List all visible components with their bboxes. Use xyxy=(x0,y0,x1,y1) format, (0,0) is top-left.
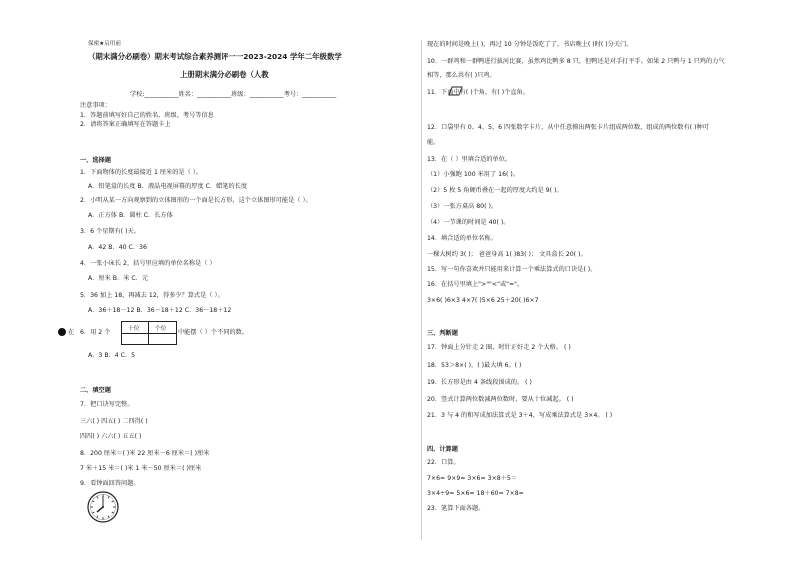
section-title: 四、计算题 xyxy=(427,446,458,453)
question-text: 2．小明从某一方向观察到的立体图形的一个面是长方形，这个立体图形可能是（ ）。 xyxy=(80,197,312,204)
question-text: 17．钟面上分针走 2 圈，时针正好走 2 个大格。 ( ) xyxy=(427,344,571,351)
column-divider xyxy=(421,40,422,540)
question-text: 14．填合适的单位名称。 xyxy=(427,235,497,242)
question-text: 15．写一句你喜欢并只能用来计算一个乘法算式的口诀是( )。 xyxy=(427,266,597,273)
question-text: 19．长方形是由 4 条线段围成的。 ( ) xyxy=(427,379,532,386)
student-info-line: 学校:___________姓名：___________班级：___________考号：___________ xyxy=(130,91,337,98)
question-text: 相等，那么共有( )只鸡。 xyxy=(427,72,496,79)
question-text: 11．下面中有( )个角，有( )个直角。 xyxy=(427,89,529,96)
title-line-1: （期末满分必刷卷）期末考试综合素养测评一一2023-2024 学年二年级数学 xyxy=(88,52,342,61)
question-text: 中能摆（ ）个不同的数。 xyxy=(178,329,249,336)
question-text: 23．笔算下面各题。 xyxy=(427,505,485,512)
question-text: 5．36 加上 18，再减去 12，得多少？算式是（ ）。 xyxy=(80,292,224,299)
notice-title: 注意事项： xyxy=(80,102,111,109)
question-text: 12．口袋里有 0、4、5、6 四张数字卡片，从中任意摸出两张卡片组成两位数，组成的两位数有( )种可 xyxy=(427,124,709,131)
parallelogram-icon xyxy=(447,86,463,96)
question-options: A．厘米 B．米 C．元 xyxy=(88,275,149,282)
question-options: A．铅笔盒的长度 B．液晶电视屏幕的厚度 C．蜡笔的长度 xyxy=(88,183,248,190)
fill-row: 三六( ) 四五( ) 二四得( ) xyxy=(80,418,148,425)
grid-tens-label: 十位 xyxy=(128,326,140,332)
section-title: 三、判断题 xyxy=(427,330,458,337)
question-text: 20．竖式计算两位数减两位数时，要从十位减起。 ( ) xyxy=(427,396,574,403)
question-text: （3）一张方桌高 80( )。 xyxy=(427,203,498,210)
grid-ones-label: 个位 xyxy=(155,326,167,332)
question-text: 7．把口诀写完整。 xyxy=(80,401,134,408)
fill-row: 四四( ) 六六( ) 五五( ) xyxy=(80,433,142,440)
question-text: 3×6( )6×3 4×7( )5×6 25＋20( )6×7 xyxy=(427,297,539,304)
question-text: 16．在括号里填上">""<"或"="。 xyxy=(427,281,524,288)
section-title: 二、填空题 xyxy=(80,387,111,394)
calc-row: 7×6= 9×9= 3×6= 3×8＋5＝ xyxy=(427,475,517,482)
section-title: 一、选择题 xyxy=(80,157,111,164)
calc-row: 3×4÷9= 5×6= 18＋60= 7×8= xyxy=(427,490,524,497)
question-text: （2）5 枚 5 角硬币叠在一起的厚度大约是 9( )。 xyxy=(427,187,563,194)
question-text: 22．口算。 xyxy=(427,459,460,466)
question-text: 6．用 2 个 xyxy=(80,329,111,336)
fill-row: 8．200 厘米＝( )米 22 厘米－6 厘米＝( )厘米 xyxy=(80,450,210,457)
question-text: 9．看钟面回答问题。 xyxy=(80,480,140,487)
fill-row: 7 米＋15 米＝( )米 1 米－50 厘米＝( )厘米 xyxy=(80,465,202,472)
question-text: 现在的时间是晚上( )，再过 10 分钟是饭吃了了，书店晚上( )时( )分关门。 xyxy=(427,41,633,48)
question-text: 在 xyxy=(68,329,75,336)
question-text: 13．在（ ）里填合适的单位。 xyxy=(427,156,512,163)
question-text: （1）小强跑 100 米用了 16( )。 xyxy=(427,171,520,178)
question-text: （4）一节课的时间是 40( )。 xyxy=(427,219,510,226)
question-text: 一棵大树约 3( )； 爸爸身高 1( )83( )； 文具盒长 20( )。 xyxy=(427,251,587,258)
question-text: 10．一群鸡和一群鸭进行拔河比赛，虽然鸡比鸭多 8 只，但鸭还是对手打平手。如果 2 只鸭与 1 只鸡的力气 xyxy=(427,58,725,65)
clock-icon xyxy=(86,490,120,524)
question-text: 能。 xyxy=(427,139,440,146)
question-text: 18．53＞8×( )，( )最大填 6。( ) xyxy=(427,362,522,369)
notice-item: 1．答题前填写好自己的姓名、班级、考号等信息 xyxy=(80,112,214,119)
question-text: 21．3 与 4 的和写成加法算式是 3＋4，写成乘法算式是 3×4。 ( ) xyxy=(427,412,613,419)
title-line-2: 上册期末满分必刷卷（人教 xyxy=(180,70,269,79)
place-value-grid xyxy=(121,321,177,345)
question-text: 3．6 个星期有( )天。 xyxy=(80,228,140,235)
question-options: A．3 B．4 C．5 xyxy=(88,352,136,359)
question-options: A．36＋18－12 B．36－18＋12 C．36－18＋12 xyxy=(88,307,232,314)
notice-item: 2．请将答案正确填写在答题卡上 xyxy=(80,121,171,128)
bead-dot-icon xyxy=(58,328,66,336)
confidential-label: 保密★启用前 xyxy=(88,41,121,47)
question-text: 4．一张小床长 2，括号里应填的单位名称是（ ） xyxy=(80,260,216,267)
question-text: 1．下面物体的长度最接近 1 厘米的是（ ）。 xyxy=(80,169,203,176)
question-options: A．42 B．40 C．36 xyxy=(88,244,147,251)
question-options: A．正方体 B．圆柱 C．长方体 xyxy=(88,212,173,219)
